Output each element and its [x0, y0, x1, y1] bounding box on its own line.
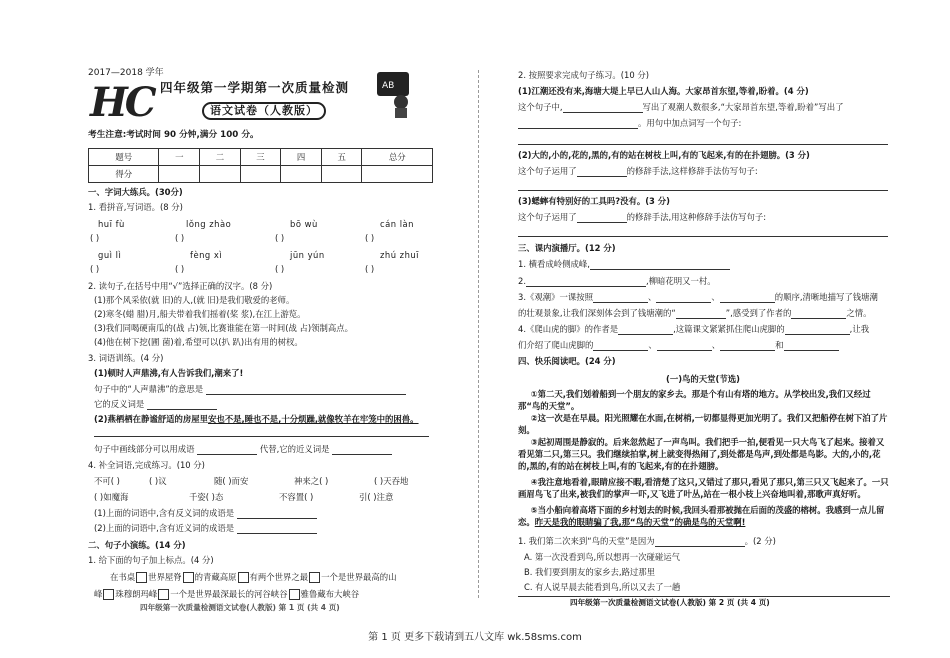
punctuation-box[interactable]	[183, 572, 194, 583]
question: 2. 按照要求完成句子练习。(10 分)	[518, 70, 650, 80]
exam-title: 四年级第一学期第一次质量检测	[160, 80, 350, 95]
answer-line[interactable]	[518, 236, 888, 237]
reading-title: (一)鸟的天堂(节选)	[666, 374, 740, 384]
prompt: (1)上面的词语中,含有反义词的成语是	[94, 508, 235, 518]
question-item	[518, 259, 730, 270]
page-footer-text: 四年级第一次质量检测语文试卷(人教版) 第 2 页 (共 4 页)	[570, 598, 770, 607]
idiom-blank[interactable]: ( )议	[149, 476, 167, 486]
exam-notice: 考生注意:考试时间 90 分钟,满分 100 分。	[88, 130, 259, 140]
prompt: (2)燕栖栖在静谧舒适的房屋里	[94, 414, 208, 424]
answer-blank[interactable]	[618, 334, 673, 335]
prompt: 它的反义词是	[94, 399, 145, 409]
table-header: 总分	[362, 149, 433, 166]
question-item: (3)我们同喝硬南瓜的(战 占)领,比赛谁能在第一时间(战 占)领制高点。	[94, 323, 354, 333]
question-item: (1)那个风采依(就 旧)的人,(就 旧)是我们敬爱的老师。	[94, 295, 295, 305]
idiom-blank[interactable]: 不容置( )	[279, 492, 314, 502]
answer-blank[interactable]	[593, 302, 648, 303]
pinyin: guì lì	[98, 250, 122, 260]
section-heading: 二、句子小演练。(14 分)	[88, 540, 186, 550]
section-heading: 一、字词大练兵。(30分)	[88, 187, 183, 197]
prompt: ”,感受到了作者的	[725, 308, 792, 318]
score-cell[interactable]	[240, 166, 281, 183]
score-cell[interactable]	[362, 166, 433, 183]
sentence-fragment: 珠穆朗玛峰	[115, 589, 158, 599]
prompt: 这个句子运用了	[518, 212, 577, 222]
answer-blank[interactable]	[655, 546, 745, 547]
prompt: ,让我	[849, 324, 870, 334]
prompt: 句子中画线部分可以用成语	[94, 444, 195, 454]
question-item: 3.《观潮》一课按照 、 、 的顺序,清晰地描写了钱塘潮	[518, 292, 878, 302]
table-header: 五	[321, 149, 362, 166]
answer-blank[interactable]	[720, 350, 775, 351]
table-header: 三	[240, 149, 281, 166]
answer-blank[interactable]	[197, 454, 257, 455]
question-item: 们介绍了爬山虎脚的 、 、 和	[518, 340, 839, 351]
idiom-blank[interactable]: 引( )注意	[359, 492, 394, 502]
pinyin: cán làn	[380, 219, 414, 229]
prompt: 。(2 分)	[744, 536, 776, 546]
question-item	[94, 384, 406, 395]
sentence-fragment: 世界屋脊	[148, 572, 182, 582]
answer-blank[interactable]	[237, 533, 317, 534]
answer-blank[interactable]	[237, 518, 317, 519]
idiom-blank[interactable]: ( )如魔海	[94, 492, 129, 502]
sentence-fragment: 一个是世界最深最长的河谷峡谷	[170, 589, 288, 599]
idiom-blank[interactable]: 千姿( )态	[189, 492, 224, 502]
prompt: 和	[775, 340, 784, 350]
pinyin: lǒng zhào	[186, 219, 232, 229]
answer-blank[interactable]	[791, 318, 846, 319]
reading-paragraph: ②这一次是在早晨。阳光照耀在水面,在树梢,一切都显得更加光明了。我们又把船停在树下泊了片刻。	[518, 413, 888, 436]
question-item	[518, 536, 776, 547]
pinyin: bō wù	[290, 219, 318, 229]
prompt: 的壮观景象,让我们深刻体会到了钱塘潮的“	[518, 308, 676, 318]
prompt: 的顺序,清晰地描写了钱塘潮	[774, 292, 878, 302]
question-item	[518, 308, 872, 319]
reading-paragraph: ①第二天,我们划着船到一个朋友的家乡去。那是个有山有塔的地方。从学校出发,我们又经过那“鸟的天堂”。	[518, 389, 871, 412]
answer-blank[interactable]: ( )	[365, 233, 375, 243]
question-item	[94, 444, 392, 455]
svg-text:AB: AB	[382, 81, 395, 91]
chalkboard-mascot-icon	[375, 70, 415, 120]
option-c[interactable]: C. 有人说早晨去能看到鸟,所以又去了一趟	[524, 582, 681, 592]
punctuation-box[interactable]	[289, 589, 300, 600]
table-header: 四	[281, 149, 322, 166]
sentence-fragment: 的青藏高原	[194, 572, 237, 582]
table-row	[89, 149, 433, 166]
answer-blank[interactable]: ( )	[175, 233, 185, 243]
option-a[interactable]: A. 第一次没看到鸟,所以想再一次碰碰运气	[524, 552, 680, 562]
answer-blank[interactable]	[656, 302, 711, 303]
question-item	[94, 414, 419, 425]
answer-blank[interactable]: ( )	[175, 264, 185, 274]
table-header: 二	[200, 149, 241, 166]
prompt: 这个句子运用了	[518, 166, 577, 176]
answer-line[interactable]	[94, 436, 429, 437]
prompt: 们介绍了爬山虎脚的	[518, 340, 594, 350]
idiom-blank[interactable]: 神来之( )	[294, 476, 329, 486]
punctuation-box[interactable]	[238, 572, 249, 583]
question: 1. 给下面的句子加上标点。(4 分)	[88, 555, 214, 565]
answer-blank[interactable]	[332, 454, 392, 455]
prompt: 2.	[518, 276, 526, 286]
sentence-fragment: 在书桌	[110, 572, 136, 582]
sentence-fragment: 一个是世界最高的山	[321, 572, 397, 582]
question-item: (2)寒冬(蜡 腊)月,船夫带着我们摇着(桨 浆),在江上游览。	[94, 309, 306, 319]
row-label: 得分	[89, 166, 159, 183]
question-item: (1)顿时人声鼎沸,有人告诉我们,潮来了!	[94, 368, 244, 378]
prompt: 之情。	[846, 308, 872, 318]
pinyin: jūn yún	[290, 250, 325, 260]
question-item	[94, 508, 317, 519]
score-table	[88, 148, 433, 183]
underlined-text: 昨天是我的眼睛骗了我,那“鸟的天堂”的确是鸟的天堂啊!	[534, 517, 746, 528]
prompt: 3.《观潮》一课按照	[518, 292, 593, 302]
reading-paragraph: ④我注意地看着,眼睛应接不暇,看清楚了这只,又错过了那只,看见了那只,第三只又飞起来了。一只画眉鸟飞了出来,被我们的掌声一吓,又飞进了叶丛,站在一根小枝上兴奋地叫着,那歌声真好听。	[518, 477, 889, 500]
underlined-text: 安也不是,睡也不是,十分烦躁,就像牧羊在牢笼中的困兽。	[207, 414, 419, 424]
prompt: 的修辞手法,这样修辞手法仿写句子:	[626, 166, 758, 176]
answer-blank[interactable]	[147, 409, 217, 410]
hc-logo: HC	[90, 79, 154, 126]
answer-blank[interactable]	[784, 350, 839, 351]
question: 2. 读句子,在括号中用“√”选择正确的汉字。(8 分)	[88, 281, 273, 291]
answer-blank[interactable]: ( )	[365, 264, 375, 274]
download-footer: 第 1 页 更多下载请到五八文库 wk.58sms.com	[368, 632, 582, 643]
question-item: (1)江潮还没有来,海塘大堤上早已人山人海。大家昂首东望,等着,盼着。(4 分)	[518, 86, 809, 96]
left-page	[80, 0, 440, 610]
page-footer-text: 四年级第一次质量检测语文试卷(人教版) 第 1 页 (共 4 页)	[140, 603, 340, 612]
sentence-fragment: 雅鲁藏布大峡谷	[300, 589, 360, 599]
punctuation-line	[110, 572, 397, 583]
sentence-fragment: 有两个世界之最	[249, 572, 309, 582]
answer-blank[interactable]: ( )	[275, 264, 285, 274]
punctuation-box[interactable]	[136, 572, 147, 583]
score-cell[interactable]	[321, 166, 362, 183]
answer-blank[interactable]	[206, 394, 406, 395]
prompt: 这个句子中,	[518, 102, 563, 112]
table-row	[89, 166, 433, 183]
prompt: 的修辞手法,用这种修辞手法仿写句子:	[626, 212, 767, 222]
answer-line[interactable]	[518, 144, 888, 145]
prompt: (2)上面的词语中,含有近义词的成语是	[94, 523, 235, 533]
right-page	[510, 0, 895, 610]
table-header: 题号	[89, 149, 159, 166]
answer-blank[interactable]	[593, 350, 648, 351]
reading-paragraph: ③起初周围是静寂的。后来忽然起了一声鸟叫。我们把手一拍,便看见一只大鸟飞了起来。接着又看见第二只,第三只。我们继续拍掌,树上就变得热闹了,到处都是鸟声,到处都是鸟影。大的,小的,花的,黑的,有的站在树枝上叫,有的飞起来,有的在扑翅膀。	[518, 437, 885, 472]
question-item	[94, 399, 217, 410]
prompt: 句子中的“人声鼎沸”的意思是	[94, 384, 204, 394]
prompt: 写出了观潮人数很多,“大家昂首东望,等着,盼着”写出了	[642, 102, 844, 112]
prompt: 。用句中加点词写一个句子:	[638, 118, 742, 128]
option-b[interactable]: B. 我们要到朋友的家乡去,路过那里	[524, 567, 655, 577]
table-header: 一	[159, 149, 200, 166]
answer-blank[interactable]	[590, 269, 730, 270]
question-item: (2)大的,小的,花的,黑的,有的站在树枝上叫,有的飞起来,有的在扑翅膀。(3 分)	[518, 150, 810, 160]
punctuation-box[interactable]	[103, 589, 114, 600]
answer-blank[interactable]	[657, 350, 712, 351]
answer-blank[interactable]	[676, 318, 726, 319]
question-item	[518, 212, 766, 223]
exam-subtitle: 语文试卷（人教版）	[202, 102, 326, 120]
paragraph-text: ⑤当小船向着高塔下面的乡村划去的时候,我回头看那被抛在后面的茂盛的榕树。我感到一点儿留恋。	[518, 505, 885, 528]
question: 1. 看拼音,写词语。(8 分)	[88, 202, 183, 212]
question-item	[518, 324, 869, 335]
pinyin: zhú zhuī	[380, 250, 420, 260]
answer-line[interactable]	[518, 190, 888, 191]
idiom-blank[interactable]: ( )天吞地	[374, 476, 409, 486]
answer-blank[interactable]	[577, 176, 627, 177]
question-item	[518, 166, 758, 177]
fold-line	[478, 70, 480, 598]
school-year: 2017—2018 学年	[88, 68, 164, 78]
pinyin: huī fù	[98, 219, 125, 229]
answer-blank[interactable]	[526, 286, 646, 287]
sentence-fragment: 峰	[94, 589, 103, 599]
question-item	[518, 118, 741, 129]
answer-blank[interactable]	[518, 128, 638, 129]
punctuation-box[interactable]	[309, 572, 320, 583]
answer-blank[interactable]: ( )	[275, 233, 285, 243]
question: 4. 补全词语,完成练习。(10 分)	[88, 460, 205, 470]
prompt: ,柳暗花明又一村。	[646, 276, 716, 286]
idiom-blank[interactable]: 随( )而安	[214, 476, 249, 486]
answer-blank[interactable]: ( )	[90, 233, 100, 243]
question-item	[94, 523, 317, 534]
score-cell[interactable]	[159, 166, 200, 183]
question-item: (4)他在树下挖(圃 菌)着,希望可以(扒 趴)出有用的树杈。	[94, 337, 303, 347]
question-item	[518, 102, 843, 113]
score-cell[interactable]	[200, 166, 241, 183]
question-item: (3)蟋蟀有特别好的工具吗?没有。(3 分)	[518, 196, 670, 206]
answer-blank[interactable]	[785, 334, 850, 335]
answer-blank[interactable]	[563, 112, 643, 113]
prompt: 代替,它的近义词是	[259, 444, 330, 454]
divider	[518, 596, 890, 597]
pinyin: fèng xì	[190, 250, 223, 260]
prompt: 1. 横看成岭侧成峰,	[518, 259, 590, 269]
answer-blank[interactable]	[720, 302, 775, 303]
section-heading: 四、快乐阅读吧。(24 分)	[518, 356, 616, 366]
prompt: 4.《爬山虎的脚》的作者是	[518, 324, 619, 334]
reading-paragraph	[518, 504, 890, 528]
question: 3. 词语训练。(4 分)	[88, 353, 164, 363]
section-heading: 三、课内演播厅。(12 分)	[518, 243, 616, 253]
punctuation-line	[94, 589, 359, 600]
score-cell[interactable]	[281, 166, 322, 183]
idiom-blank[interactable]: 不可( )	[94, 476, 120, 486]
answer-blank[interactable]	[577, 222, 627, 223]
prompt: ,这篇课文紧紧抓住爬山虎脚的	[673, 324, 785, 334]
question-item	[518, 276, 716, 287]
punctuation-box[interactable]	[158, 589, 169, 600]
prompt: 1. 我们第二次来到“鸟的天堂”是因为	[518, 536, 655, 546]
answer-blank[interactable]: ( )	[90, 264, 100, 274]
